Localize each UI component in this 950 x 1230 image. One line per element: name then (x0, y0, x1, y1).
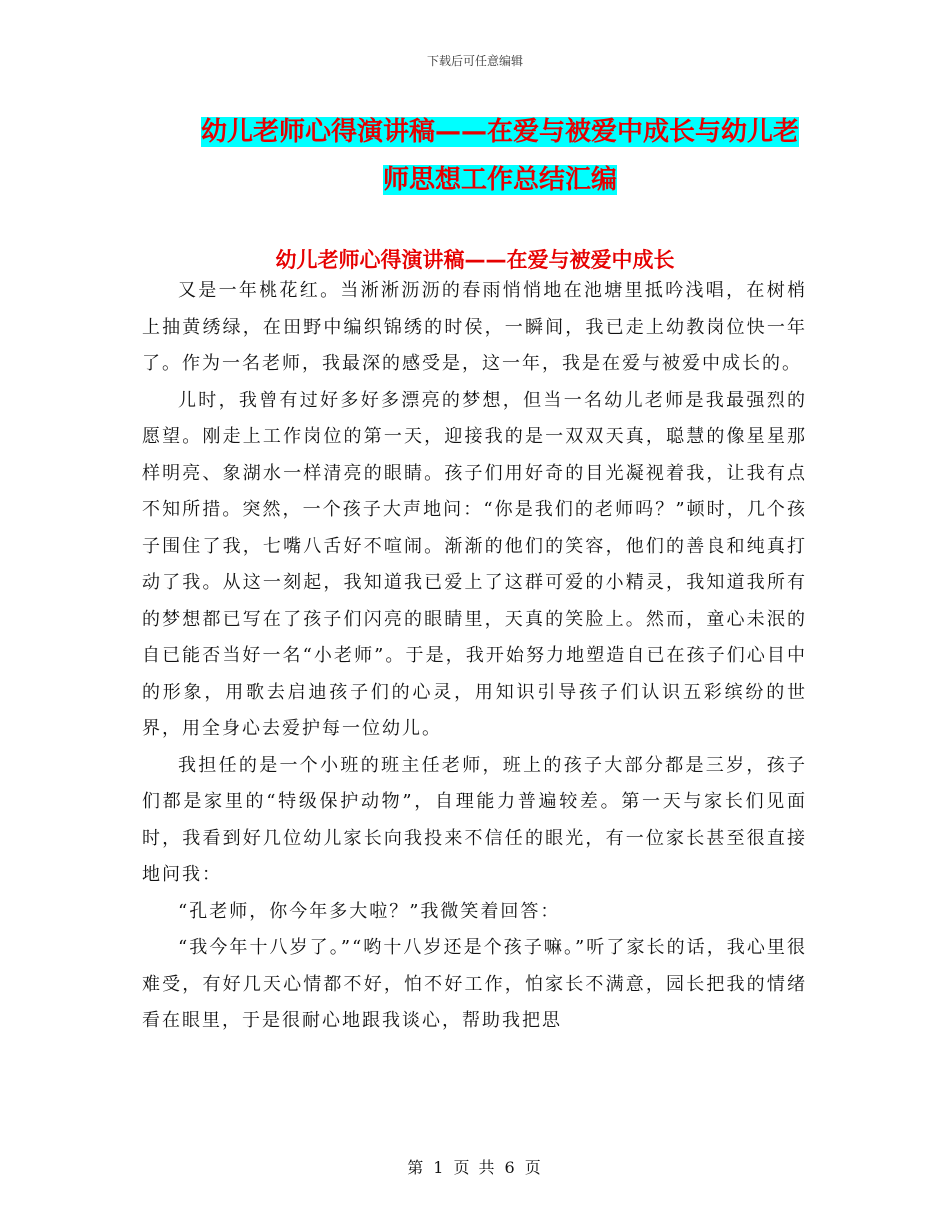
page-label-prefix: 第 (407, 1158, 426, 1177)
document-title-line2: 师思想工作总结汇编 (382, 165, 617, 195)
page-label-mid: 页 共 (453, 1158, 497, 1177)
paragraph: 儿时，我曾有过好多好多漂亮的梦想，但当一名幼儿老师是我最强烈的愿望。刚走上工作岗位的第一天，迎接我的是一双双天真，聪慧的像星星那样明亮、象湖水一样清亮的眼睛。孩子们用好奇的目光凝视着我，让我有点不知所措。突然，一个孩子大声地问：“你是我们的老师吗？”顿时，几个孩子围住了我，七嘴八舌好不喧闹。渐渐的他们的笑容，他们的善良和纯真打动了我。从这一刻起，我知道我已爱上了这群可爱的小精灵，我知道我所有的梦想都已写在了孩子们闪亮的眼睛里，天真的笑脸上。然而，童心未泯的自已能否当好一名“小老师”。于是，我开始努力地塑造自已在孩子们心目中的形象，用歌去启迪孩子们的心灵，用知识引导孩子们认识五彩缤纷的世界，用全身心去爱护每一位幼儿。 (142, 389, 807, 739)
page-label-suffix: 页 (524, 1158, 543, 1177)
header-note: 下载后可任意编辑 (426, 54, 523, 68)
document-title (180, 108, 820, 204)
paragraph: “孔老师，你今年多大啦？”我微笑着回答： (178, 900, 561, 922)
paragraph: 我担任的是一个小班的班主任老师，班上的孩子大部分都是三岁，孩子们都是家里的“特级保护动物”，自理能力普遍较差。第一天与家长们见面时，我看到好几位幼儿家长向我投来不信任的眼光，有一位家长甚至很直接地问我： (142, 754, 807, 885)
section-title: 幼儿老师心得演讲稿——在爱与被爱中成长 (275, 248, 675, 272)
document-title-line1: 幼儿老师心得演讲稿——在爱与被爱中成长与幼儿老 (200, 117, 799, 147)
page-footer (0, 1155, 950, 1178)
paragraph: 又是一年桃花红。当淅淅沥沥的春雨悄悄地在池塘里抵吟浅唱，在树梢上抽黄绣绿，在田野中编织锦绣的时侯，一瞬间，我已走上幼教岗位快一年了。作为一名老师，我最深的感受是，这一年，我是在爱与被爱中成长的。 (142, 280, 807, 374)
page-number: 1 (433, 1158, 446, 1177)
page-total: 6 (504, 1158, 517, 1177)
body-text (142, 273, 807, 1040)
paragraph: “我今年十八岁了。”“哟十八岁还是个孩子嘛。”听了家长的话，我心里很难受，有好几天心情都不好，怕不好工作，怕家长不满意，园长把我的情绪看在眼里，于是很耐心地跟我谈心，帮助我把思 (142, 937, 807, 1031)
